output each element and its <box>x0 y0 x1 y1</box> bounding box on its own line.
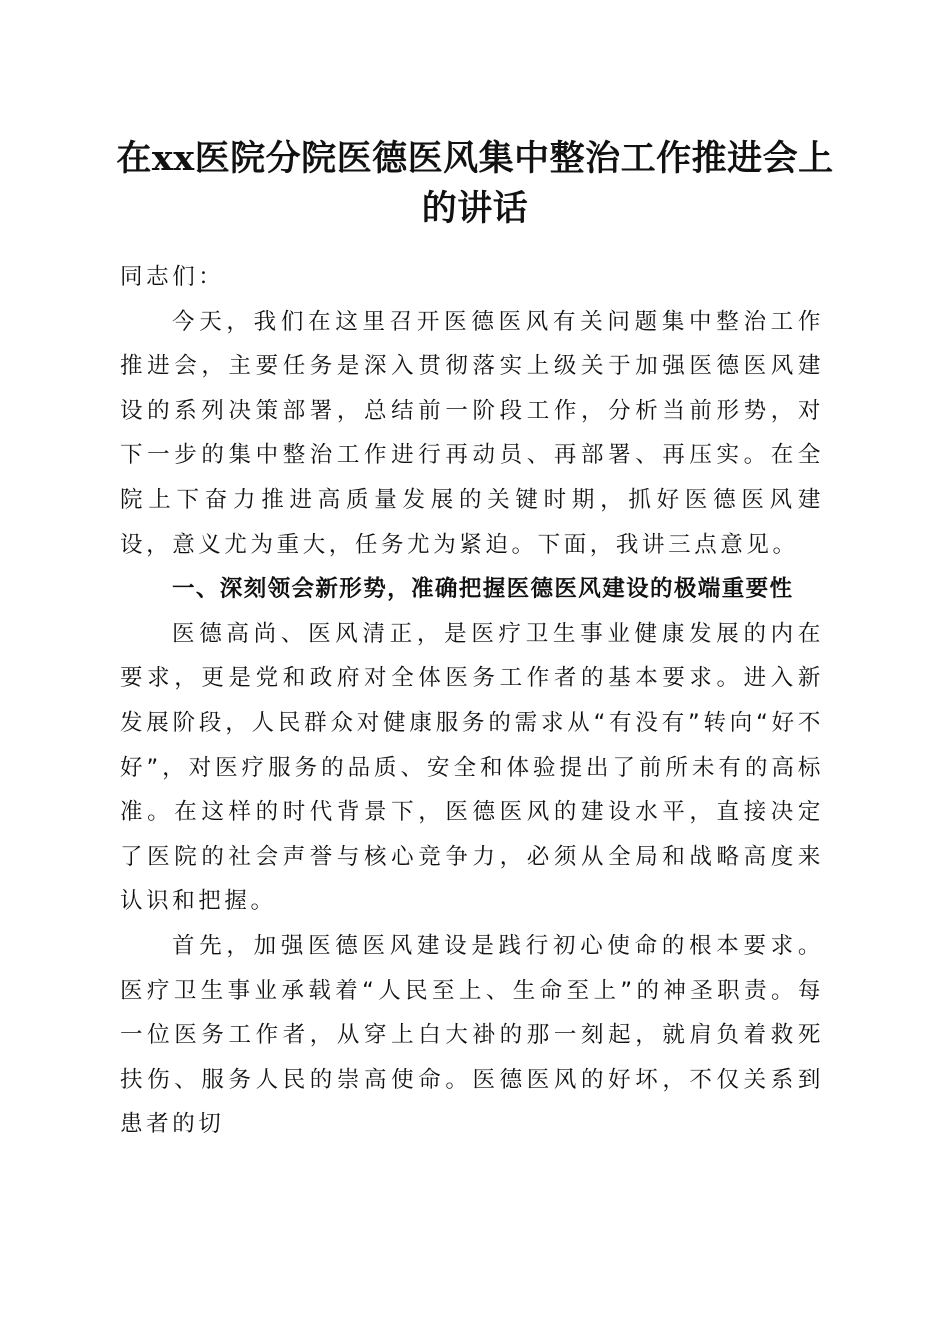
section-heading: 一、深刻领会新形势，准确把握医德医风建设的极端重要性 <box>172 576 794 603</box>
body-paragraph: 首先，加强医德医风建设是践行初心使命的根本要求。医疗卫生事业承载着“人民至上、生命至上”的神圣职责。每一位医务工作者，从穿上白大褂的那一刻起，就肩负着救死扶伤、服务人民的崇高使命。医德医风的好坏，不仅关系到患者的切 <box>120 932 824 1138</box>
intro-paragraph: 今天，我们在这里召开医德医风有关问题集中整治工作推进会，主要任务是深入贯彻落实上级关于加强医德医风建设的系列决策部署，总结前一阶段工作，分析当前形势，对下一步的集中整治工作进行再动员、再部署、再压实。在全院上下奋力推进高质量发展的关键时期，抓好医德医风建设，意义尤为重大，任务尤为紧迫。下面，我讲三点意见。 <box>120 308 824 558</box>
document-title: 在xx医院分院医德医风集中整治工作推进会上的讲话 <box>116 138 834 229</box>
body-paragraph: 医德高尚、医风清正，是医疗卫生事业健康发展的内在要求，更是党和政府对全体医务工作者的基本要求。进入新发展阶段，人民群众对健康服务的需求从“有没有”转向“好不好”，对医疗服务的品质、安全和体验提出了前所未有的高标准。在这样的时代背景下，医德医风的建设水平，直接决定了医院的社会声誉与核心竞争力，必须从全局和战略高度来认识和把握。 <box>120 620 824 915</box>
document-body <box>120 255 824 1147</box>
salutation: 同志们： <box>120 264 225 290</box>
